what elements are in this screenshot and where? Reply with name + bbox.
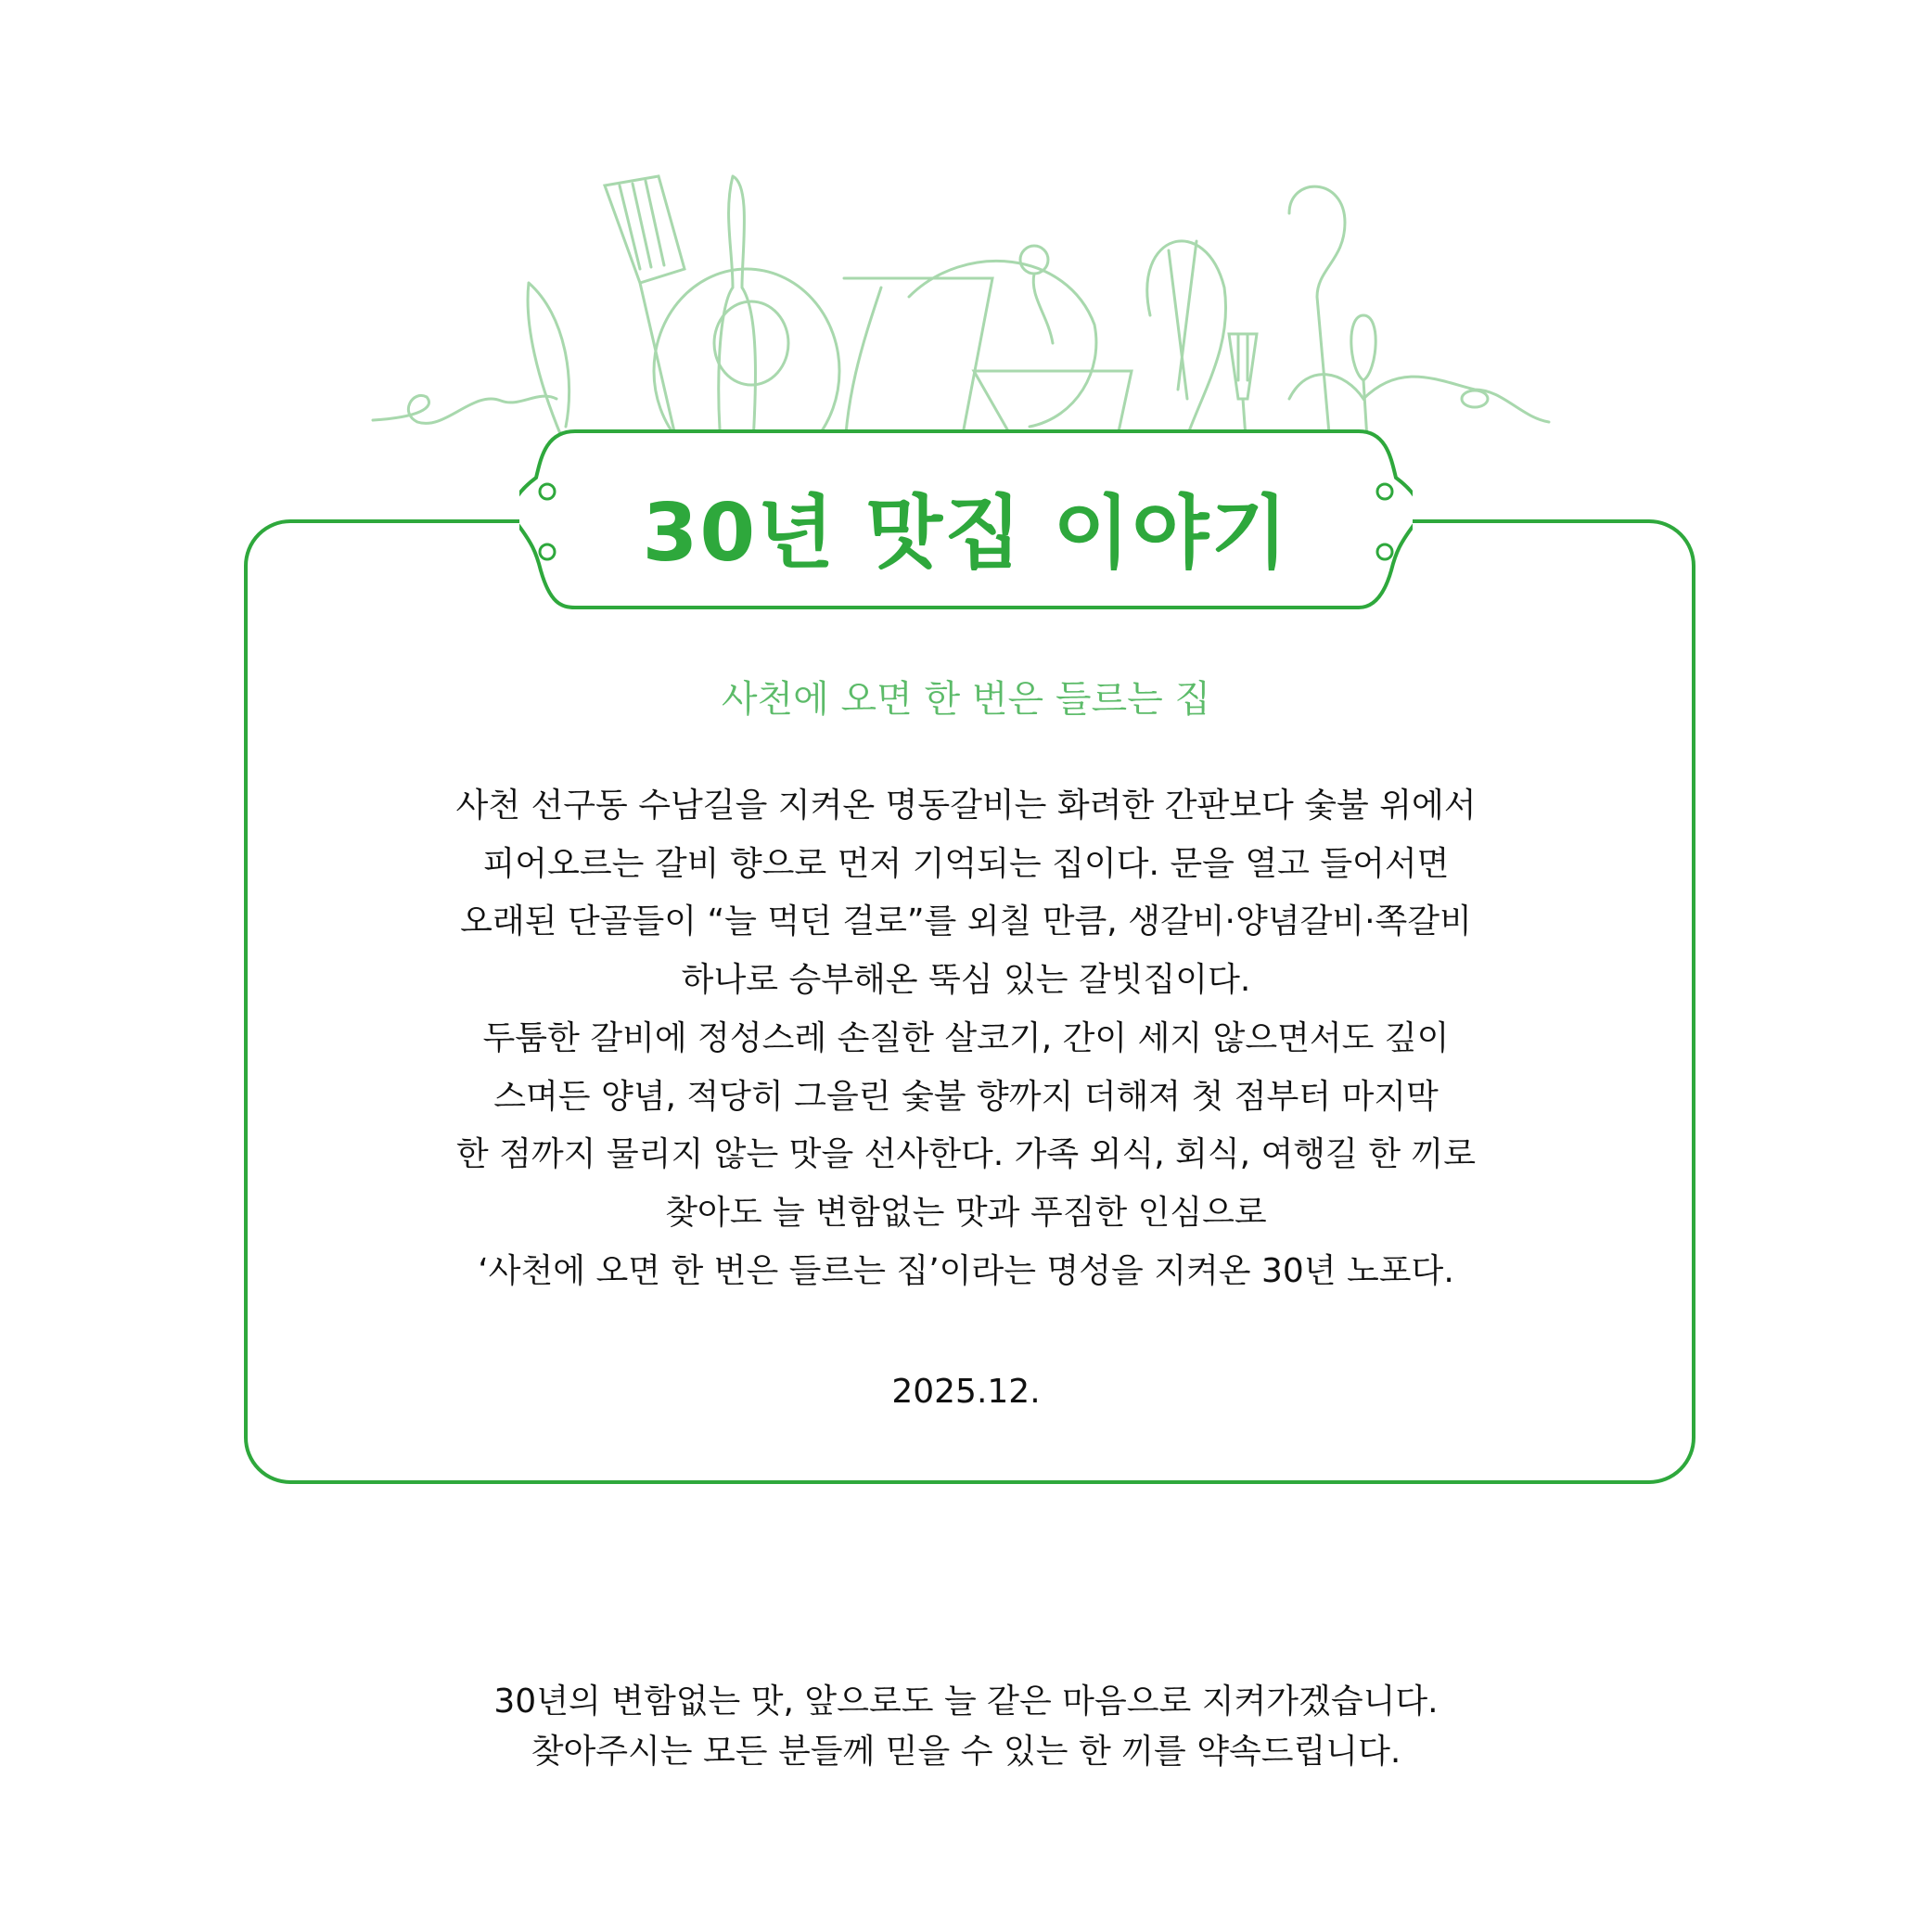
footer-line: 찾아주시는 모든 분들께 믿을 수 있는 한 끼를 약속드립니다.	[531, 1733, 1401, 1771]
body-line: 찾아도 늘 변함없는 맛과 푸짐한 인심으로	[665, 1193, 1267, 1232]
body-line: ‘사천에 오면 한 번은 들르는 집’이라는 명성을 지켜온 30년 노포다.	[478, 1251, 1454, 1290]
story-body	[0, 777, 1932, 1300]
footer-line: 30년의 변함없는 맛, 앞으로도 늘 같은 마음으로 지켜가겠습니다.	[493, 1683, 1439, 1721]
page-title: 30년 맛집 이야기	[642, 487, 1290, 580]
card-date: 2025.12.	[891, 1373, 1041, 1411]
body-line: 한 점까지 물리지 않는 맛을 선사한다. 가족 외식, 회식, 여행길 한 끼로	[455, 1135, 1477, 1174]
footer-message	[0, 1677, 1932, 1777]
card-subtitle: 사천에 오면 한 번은 들르는 집	[721, 678, 1211, 721]
body-line: 하나로 승부해온 뚝심 있는 갈빗집이다.	[681, 961, 1251, 1000]
body-line: 사천 선구동 수남길을 지켜온 명동갈비는 화려한 간판보다 숯불 위에서	[455, 787, 1477, 825]
body-line: 스며든 양념, 적당히 그을린 숯불 향까지 더해져 첫 점부터 마지막	[493, 1077, 1439, 1116]
body-line: 두툼한 갈비에 정성스레 손질한 살코기, 간이 세지 않으면서도 깊이	[482, 1018, 1450, 1057]
body-line: 피어오르는 갈비 향으로 먼저 기억되는 집이다. 문을 열고 들어서면	[482, 844, 1450, 883]
body-line: 오래된 단골들이 “늘 먹던 걸로”를 외칠 만큼, 생갈비·양념갈비·쪽갈비	[460, 902, 1472, 941]
